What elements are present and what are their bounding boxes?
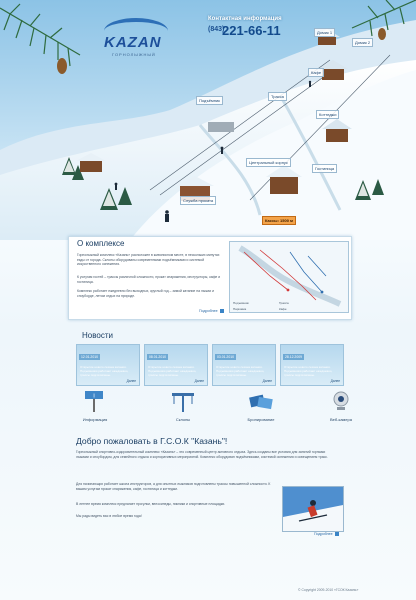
about-more-label: Подробнее	[199, 309, 218, 313]
legend-item-cafe: Кафе	[279, 307, 287, 311]
map-label-cottage-1[interactable]: Домик 1	[314, 28, 335, 37]
contact-info-link[interactable]: Контактная информация	[208, 16, 282, 22]
arrow-right-icon	[335, 532, 339, 536]
quick-link-label: Бронирование	[247, 417, 275, 422]
welcome-more-label: Подробнее	[314, 532, 333, 536]
welcome-paragraph-2: Для начинающих работает школа инструкторов, а для опытных лыжников подготовлены трассы повышенной сложности. К вашим услугам прокат снаряжения, кафе, гостиница и коттеджи.	[76, 482, 271, 491]
phone-prefix: (843)	[208, 26, 225, 33]
news-card[interactable]	[144, 344, 208, 386]
news-date: 12.01.2010	[81, 355, 98, 359]
quick-link-label: Информация	[82, 417, 108, 422]
news-text: Открытие нового сезона катания. Подъёмники работают ежедневно, трассы подготовлены.	[284, 365, 333, 377]
quick-link-webcam[interactable]	[316, 390, 366, 422]
news-text: Открытие нового сезона катания. Подъёмники работают ежедневно, трассы подготовлены.	[216, 365, 265, 377]
legend-item-parking: Парковка	[233, 307, 247, 311]
welcome-photo	[282, 486, 344, 532]
quick-link-booking[interactable]	[236, 390, 286, 422]
map-label-lift[interactable]: Подъёмник	[196, 96, 223, 105]
about-paragraph-3: Комплекс работает ежедневно без выходных, круглый год – зимой катание на лыжах и сноуборде, летом отдых на природе.	[77, 289, 215, 298]
about-paragraph-1: Горнолыжный комплекс «Казань» расположен в живописном месте, в нескольких минутах езды от города. Склоны оборудованы современными подъёмниками и системой искусственного оснежения.	[77, 253, 220, 267]
logo-subtitle: ГОРНОЛЫЖНЫЙ	[112, 52, 156, 57]
about-paragraph-2: К услугам гостей – трассы различной сложности, прокат снаряжения, инструкторы, кафе и гостиница.	[77, 275, 221, 284]
welcome-paragraph-3: В летнее время комплекс предлагает прогулки, велосипеды, пикники и спортивные площадки.	[76, 502, 226, 506]
quick-link-label: Склоны	[175, 417, 191, 422]
news-date: 08.01.2010	[149, 355, 166, 359]
news-date: 28.12.2009	[285, 355, 302, 359]
news-card[interactable]	[212, 344, 276, 386]
welcome-paragraph-1: Горнолыжный спортивно-оздоровительный комплекс «Казань» – это современный центр активного отдыха. Здесь созданы все условия для занятий горными лыжами и сноубордом, для семейного отдыха и корпоративных мероприятий. Комплекс оборудован подъёмниками, системой оснежения и освещением трасс.	[76, 450, 328, 459]
logo[interactable]: KAZAN	[104, 34, 162, 51]
map-label-rental[interactable]: Служба проката	[180, 196, 216, 205]
news-more-link[interactable]: Далее	[330, 379, 340, 383]
legend-item-slope: Трасса	[279, 301, 289, 305]
quick-link-slopes[interactable]	[158, 390, 208, 422]
ski-lift-icon	[158, 390, 208, 412]
booking-cards-icon	[236, 390, 286, 412]
news-card[interactable]	[280, 344, 344, 386]
news-more-link[interactable]: Далее	[126, 379, 136, 383]
news-date: 03.01.2010	[217, 355, 234, 359]
footer-copyright: © Copyright 2009-2010 «ГСОК Казань»	[298, 588, 359, 592]
phone-number: 221-66-11	[222, 23, 281, 38]
map-label-ticket-office[interactable]: Кассы: 1500 м	[262, 216, 296, 225]
map-label-slope[interactable]: Трасса	[268, 92, 287, 101]
map-label-cottage-2[interactable]: Домик 2	[352, 38, 373, 47]
quick-links	[70, 390, 370, 424]
svg-text:i: i	[93, 393, 95, 400]
skier-photo-image	[283, 487, 343, 531]
quick-link-label: Веб-камера	[330, 417, 352, 422]
map-label-cottages[interactable]: Коттеджи	[316, 110, 339, 119]
news-text: Открытие нового сезона катания. Подъёмники работают ежедневно, трассы подготовлены.	[80, 365, 129, 377]
about-title: О комплексе	[77, 239, 125, 248]
map-label-hotel[interactable]: Гостиница	[312, 164, 337, 173]
arrow-right-icon	[220, 309, 224, 313]
news-text: Открытие нового сезона катания. Подъёмники работают ежедневно, трассы подготовлены.	[148, 365, 197, 377]
legend-item-lift: Подъёмник	[233, 301, 249, 305]
welcome-more-link[interactable]	[314, 532, 339, 536]
map-label-cafe[interactable]: Кафе	[308, 68, 324, 77]
news-more-link[interactable]: Далее	[194, 379, 204, 383]
news-title: Новости	[82, 331, 113, 340]
quick-link-info[interactable]	[70, 390, 120, 422]
news-more-link[interactable]: Далее	[262, 379, 272, 383]
webcam-icon	[316, 390, 366, 412]
about-more-link[interactable]	[199, 309, 224, 313]
about-complex-panel	[68, 236, 352, 320]
info-sign-icon	[70, 390, 120, 412]
welcome-title: Добро пожаловать в Г.С.О.К "Казань"!	[76, 436, 228, 446]
map-label-main-building[interactable]: Центральный корпус	[246, 158, 291, 167]
welcome-paragraph-4: Мы рады видеть вас в любое время года!	[76, 514, 142, 518]
news-card[interactable]	[76, 344, 140, 386]
